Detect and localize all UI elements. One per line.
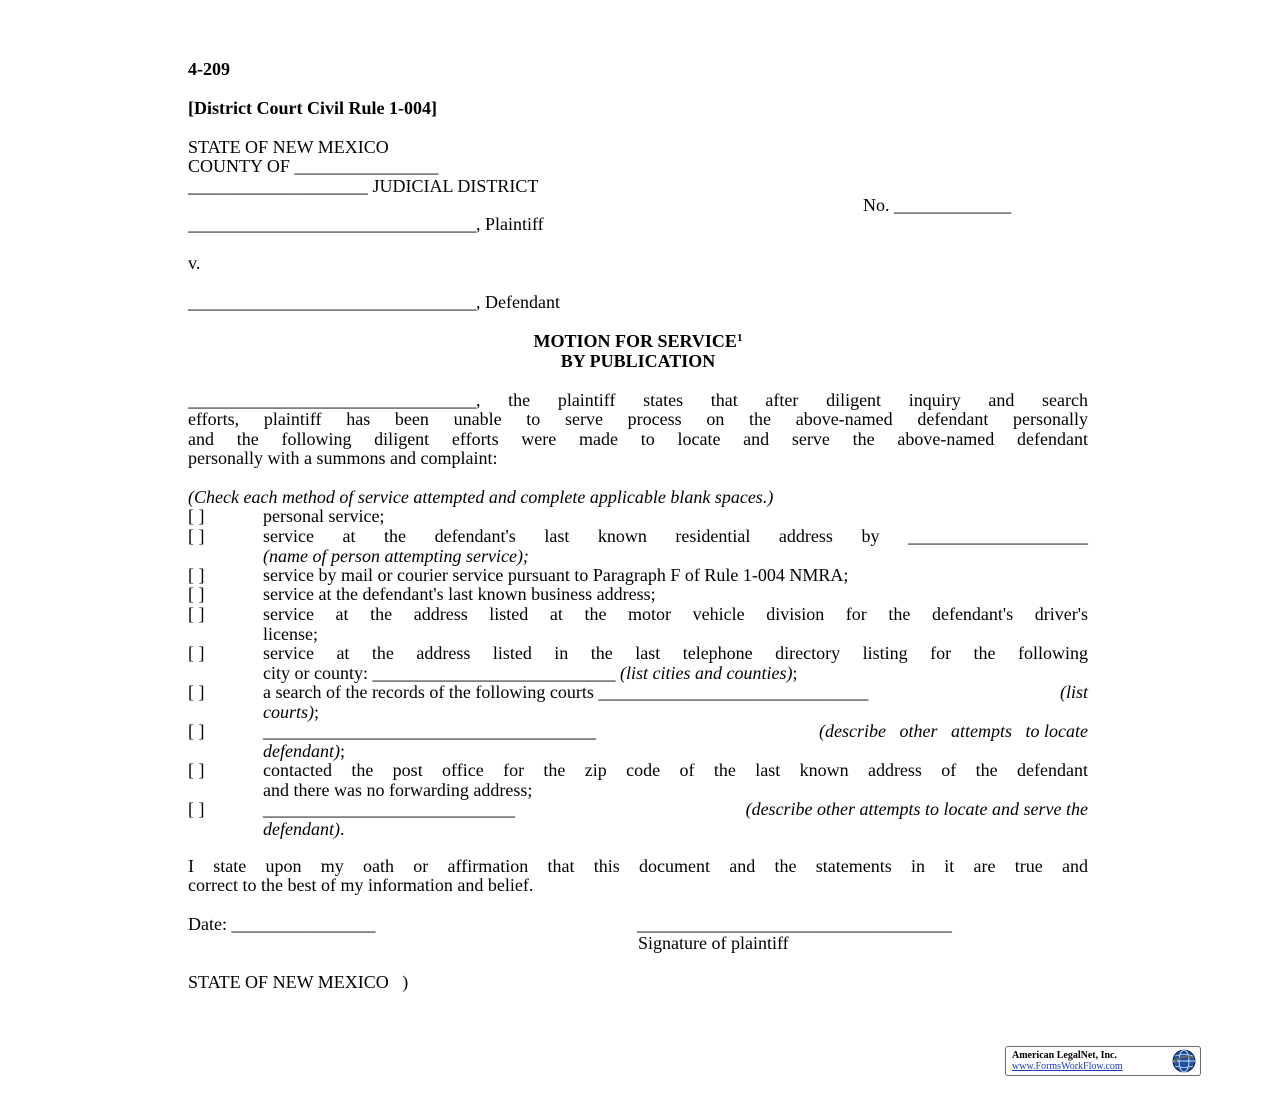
versus: v. — [188, 253, 201, 273]
oath-line-1: I state upon my oath or affirmation that this document and the statements in it are true and — [188, 856, 1088, 876]
checkbox[interactable]: [ ] — [188, 506, 205, 526]
state-footer: STATE OF NEW MEXICO ) — [188, 972, 409, 992]
footnote-marker: 1 — [736, 332, 743, 344]
intro-line-3: and the following diligent efforts were made to locate and serve the above-named defendant — [188, 429, 1088, 449]
text-line — [263, 683, 1088, 703]
service-method-text — [263, 644, 1088, 683]
line-text: defendant) — [263, 818, 340, 839]
signature-label: Signature of plaintiff — [638, 933, 789, 953]
title-line-2: BY PUBLICATION — [560, 351, 716, 371]
text-line — [263, 800, 1088, 820]
intro-line-4: personally with a summons and complaint: — [188, 448, 498, 468]
italic-note: (list — [1059, 682, 1088, 702]
text-line — [263, 605, 1088, 625]
service-method-text — [263, 722, 1088, 761]
service-method-text — [263, 585, 1088, 605]
text-line — [263, 820, 1088, 840]
italic-note: (describe other attempts to locate — [819, 721, 1088, 741]
service-method-text — [263, 761, 1088, 800]
caption-district: ____________________ JUDICIAL DISTRICT — [188, 176, 539, 196]
line-text: license; — [263, 623, 318, 644]
intro-line-2: efforts, plaintiff has been unable to serve process on the above-named defendant personally — [188, 409, 1088, 429]
service-method-text — [263, 683, 1088, 722]
date-field[interactable]: Date: ________________ — [188, 914, 376, 934]
publisher-logo[interactable] — [1005, 1046, 1201, 1076]
text-line — [263, 703, 1088, 723]
line-text: service at the address listed in the last telephone directory listing for the following — [263, 643, 1088, 663]
caption-county: COUNTY OF ________________ — [188, 156, 439, 176]
checkbox[interactable]: [ ] — [188, 565, 205, 585]
oath-line-2: correct to the best of my information and belief. — [188, 875, 534, 895]
italic-note: (describe other attempts to locate and serve the — [745, 799, 1088, 819]
line-text: service by mail or courier service pursuant to Paragraph F of Rule 1-004 NMRA; — [263, 565, 849, 585]
case-number: No. _____________ — [863, 195, 1011, 215]
punctuation: ; — [314, 701, 320, 722]
line-text: and there was no forwarding address; — [263, 779, 533, 800]
service-method-text — [263, 527, 1088, 566]
text-line — [263, 527, 1088, 547]
service-method-text — [263, 605, 1088, 644]
signature-line[interactable]: ___________________________________ — [637, 914, 952, 934]
line-text: service at the defendant's last known business address; — [263, 584, 656, 604]
text-line — [263, 566, 1088, 586]
publisher-name: American LegalNet, Inc. — [1012, 1050, 1117, 1061]
punctuation: ; — [339, 740, 345, 761]
line-text: city or county: ___________________________ — [263, 662, 620, 683]
punctuation: ; — [792, 662, 798, 683]
intro-line-1: ________________________________, the plaintiff states that after diligent inquiry and search — [188, 390, 1088, 410]
publisher-url[interactable]: www.FormsWorkFlow.com — [1012, 1061, 1123, 1072]
line-text: a search of the records of the following courts ______________________________ — [263, 682, 869, 702]
line-text: courts) — [263, 701, 314, 722]
text-line — [263, 742, 1088, 762]
rule-reference: [District Court Civil Rule 1-004] — [188, 98, 437, 118]
document-title — [188, 332, 1088, 352]
service-method-text — [263, 566, 1088, 586]
blank-field[interactable]: ____________________________ — [263, 799, 515, 819]
text-line — [263, 625, 1088, 645]
checkbox[interactable]: [ ] — [188, 526, 205, 546]
caption-state: STATE OF NEW MEXICO — [188, 137, 389, 157]
text-line — [263, 507, 1088, 527]
instruction: (Check each method of service attempted and complete applicable blank spaces.) — [188, 487, 774, 507]
checkbox[interactable]: [ ] — [188, 760, 205, 780]
defendant-line: ________________________________, Defendant — [188, 292, 560, 312]
line-text: defendant) — [263, 740, 340, 761]
service-method-text — [263, 507, 1088, 527]
text-line — [263, 722, 1088, 742]
checkbox[interactable]: [ ] — [188, 721, 205, 741]
checkbox[interactable]: [ ] — [188, 799, 205, 819]
globe-icon — [1172, 1049, 1196, 1073]
checkbox[interactable]: [ ] — [188, 682, 205, 702]
punctuation: . — [339, 818, 345, 839]
checkbox[interactable]: [ ] — [188, 604, 205, 624]
text-line — [263, 644, 1088, 664]
text-line — [263, 547, 1088, 567]
line-text: contacted the post office for the zip code of the last known address of the defendant — [263, 760, 1088, 780]
plaintiff-line: ________________________________, Plaintiff — [188, 214, 544, 234]
line-text: (name of person attempting service); — [263, 545, 529, 566]
blank-field[interactable]: _____________________________________ — [263, 721, 596, 741]
line-text: personal service; — [263, 506, 385, 526]
text-line — [263, 761, 1088, 781]
line-text: service at the defendant's last known residential address by ____________________ — [263, 526, 1088, 546]
text-line — [263, 781, 1088, 801]
text-line — [263, 585, 1088, 605]
text-line — [263, 664, 1088, 684]
form-number: 4-209 — [188, 59, 230, 79]
checkbox[interactable]: [ ] — [188, 584, 205, 604]
checkbox[interactable]: [ ] — [188, 643, 205, 663]
italic-note: (list cities and counties) — [619, 662, 793, 683]
title-line-1: MOTION FOR SERVICE — [533, 331, 737, 351]
line-text: service at the address listed at the motor vehicle division for the defendant's driver's — [263, 604, 1088, 624]
service-method-text — [263, 800, 1088, 839]
